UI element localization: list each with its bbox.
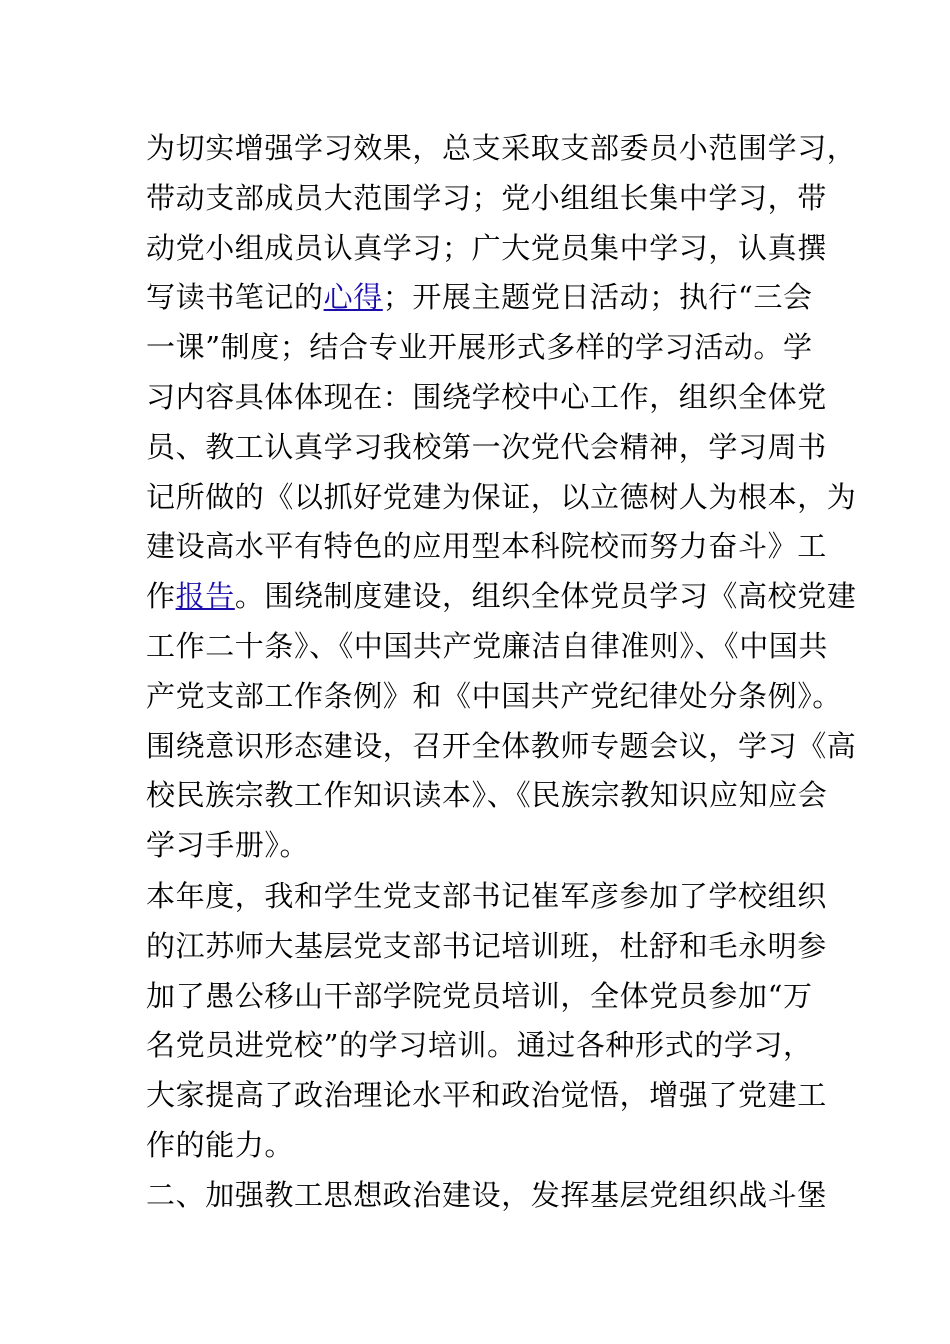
line-text: 的江苏师大基层党支部书记培训班，杜舒和毛永明参 — [146, 928, 827, 963]
link-xinde[interactable]: 心得 — [323, 280, 383, 315]
line-text: 学习手册》。 — [146, 828, 310, 863]
text-line — [146, 622, 829, 672]
text-line — [146, 174, 826, 224]
line-text: 大家提高了政治理论水平和政治觉悟，增强了党建工 — [146, 1078, 827, 1113]
text-line — [146, 771, 826, 821]
line-text: 作的能力。 — [146, 1127, 295, 1162]
line-text: 动党小组成员认真学习；广大党员集中学习，认真撰 — [146, 230, 827, 265]
text-line — [146, 224, 826, 274]
paragraph-study-activities — [146, 124, 857, 871]
text-line — [146, 722, 857, 772]
line-text: 建设高水平有特色的应用型本科院校而努力奋斗》工 — [146, 529, 827, 564]
text-line — [146, 273, 826, 323]
text-line — [146, 423, 826, 473]
line-text: 校民族宗教工作知识读本》、《民族宗教知识应知应会 — [146, 778, 828, 813]
line-text: 加了愚公移山干部学院党员培训，全体党员参加“万 — [146, 978, 813, 1013]
line-text: 。围绕制度建设，组织全体党员学习《高校党建 — [234, 579, 857, 614]
text-line — [146, 1121, 826, 1171]
line-text: 本年度，我和学生党支部书记崔军彦参加了学校组织 — [146, 879, 827, 913]
line-text: 名党员进党校”的学习培训。通过各种形式的学习， — [146, 1028, 813, 1063]
line-text: 为切实增强学习效果，总支采取支部委员小范围学习， — [146, 131, 857, 165]
text-line — [146, 473, 857, 523]
text-line — [146, 373, 826, 423]
text-line — [146, 922, 826, 972]
line-text: ；开展主题党日活动；执行“三会 — [382, 280, 813, 315]
text-line — [146, 972, 826, 1022]
line-text: 带动支部成员大范围学习；党小组组长集中学习，带 — [146, 180, 827, 215]
link-baogao[interactable]: 报告 — [175, 579, 235, 614]
line-text: 产党支部工作条例》和《中国共产党纪律处分条例》。 — [146, 678, 842, 713]
text-line — [146, 1071, 826, 1121]
paragraph-training — [146, 872, 826, 1171]
line-text: 围绕意识形态建设，召开全体教师专题会议，学习《高 — [146, 728, 857, 763]
text-line — [146, 572, 857, 622]
line-text: 二、加强教工思想政治建设，发挥基层党组织战斗堡 — [146, 1178, 827, 1212]
line-text: 员、教工认真学习我校第一次党代会精神，学习周书 — [146, 429, 827, 464]
line-text: 工作二十条》、《中国共产党廉洁自律准则》、《中国共 — [146, 628, 829, 663]
text-line — [146, 872, 826, 922]
text-line — [146, 1171, 826, 1221]
text-line — [146, 522, 826, 572]
text-line — [146, 323, 826, 373]
line-text: 作 — [146, 579, 176, 614]
text-line — [146, 1021, 826, 1071]
section-heading-two — [146, 1171, 826, 1221]
line-text: 习内容具体体现在：围绕学校中心工作，组织全体党 — [146, 379, 827, 414]
line-text: 一课”制度；结合专业开展形式多样的学习活动。学 — [146, 330, 813, 365]
line-text: 记所做的《以抓好党建为保证，以立德树人为根本，为 — [146, 479, 857, 514]
text-line — [146, 124, 857, 174]
text-line — [146, 821, 826, 871]
text-line — [146, 672, 842, 722]
line-text: 写读书笔记的 — [146, 280, 324, 315]
